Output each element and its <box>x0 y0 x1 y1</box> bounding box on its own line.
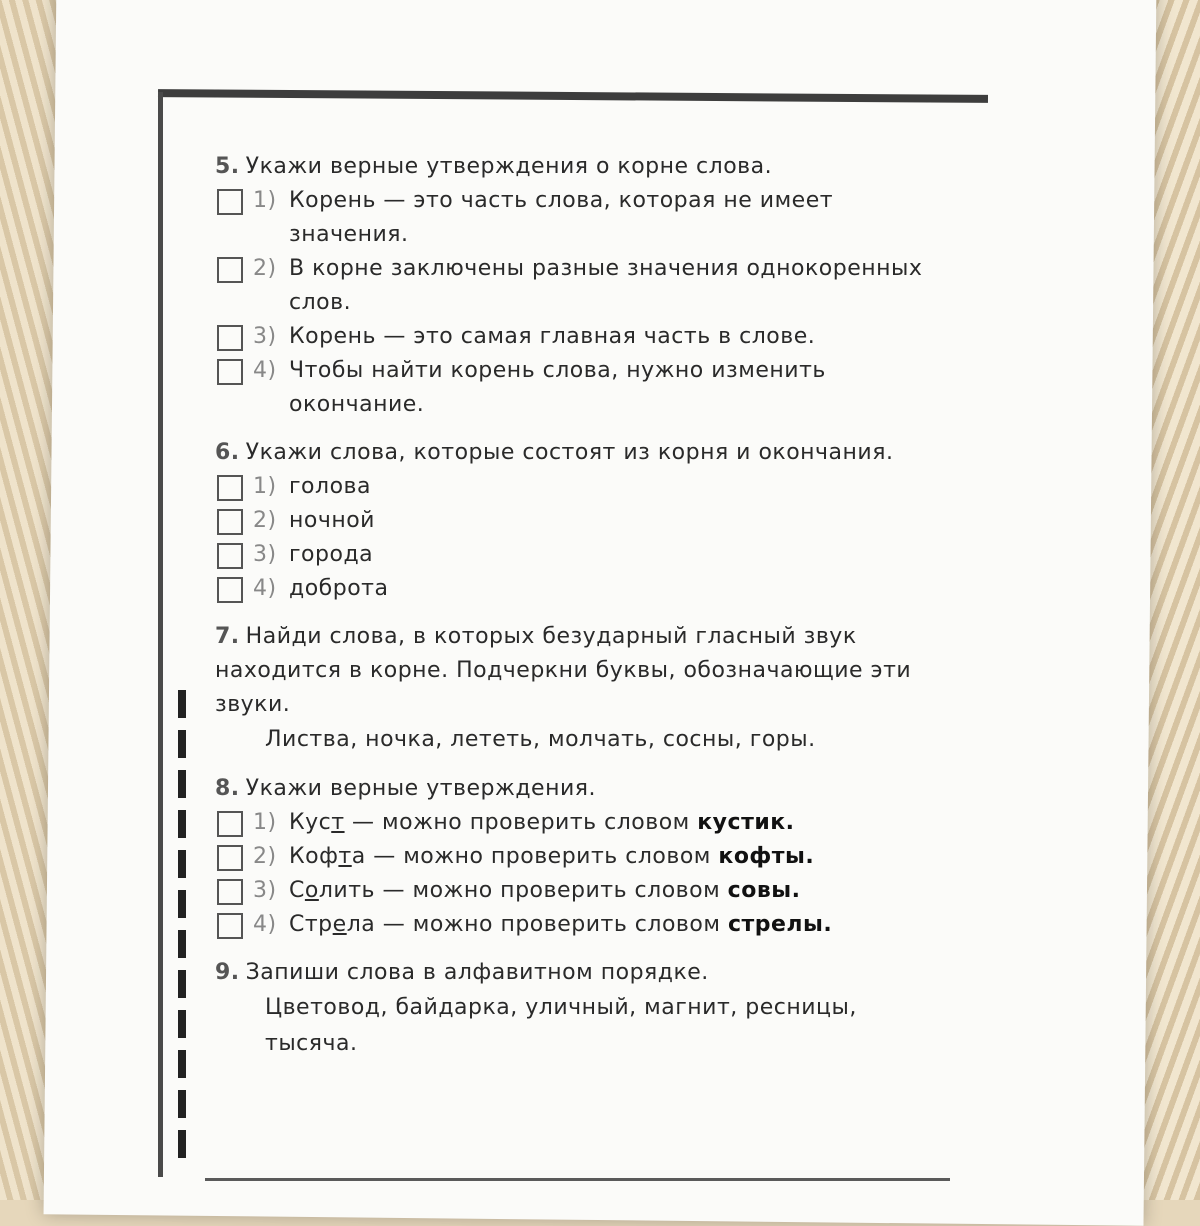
underlined-letter: о <box>304 878 319 903</box>
option-text: Корень — это самая главная часть в слове. <box>289 324 816 349</box>
checkbox[interactable] <box>217 543 243 569</box>
option-3[interactable] <box>215 874 935 908</box>
word-part: Стр <box>289 912 333 937</box>
option-4[interactable] <box>215 572 935 606</box>
option-2[interactable] <box>215 252 935 320</box>
check-word: кустик <box>697 810 786 835</box>
option-4[interactable] <box>215 908 935 942</box>
checkbox[interactable] <box>217 325 243 351</box>
question-text: Укажи верные утверждения о корне слова. <box>245 154 773 179</box>
question-text: Найди слова, в которых безударный гласный звук находится в корне. Подчеркни буквы, обозначающие эти звуки. <box>215 624 912 717</box>
question-text: Запиши слова в алфавитном порядке. <box>245 960 709 985</box>
option-number: 3) <box>253 324 277 349</box>
option-middle: — можно проверить словом <box>375 912 728 937</box>
option-number: 3) <box>253 878 277 903</box>
checkbox[interactable] <box>217 359 243 385</box>
option-text: голова <box>289 474 371 499</box>
question-text: Укажи верные утверждения. <box>245 776 596 801</box>
option-number: 4) <box>253 912 277 937</box>
option-number: 1) <box>253 474 277 499</box>
word-part: Коф <box>289 844 339 869</box>
checkbox[interactable] <box>217 189 243 215</box>
word-part: Кус <box>289 810 332 835</box>
question-number: 9. <box>215 960 240 985</box>
checkbox[interactable] <box>217 577 243 603</box>
question-5 <box>215 150 935 422</box>
question-text: Укажи слова, которые состоят из корня и окончания. <box>245 440 894 465</box>
option-text: города <box>289 542 374 567</box>
option-3[interactable] <box>215 538 935 572</box>
option-number: 4) <box>253 576 277 601</box>
option-text: В корне заключены разные значения однокоренных слов. <box>289 256 923 315</box>
option-text <box>289 806 935 840</box>
question-7 <box>215 620 935 758</box>
option-end: . <box>785 810 795 835</box>
word-list: Листва, ночка, лететь, молчать, сосны, горы. <box>265 727 816 752</box>
checkbox[interactable] <box>217 475 243 501</box>
option-number: 1) <box>253 188 277 213</box>
checkbox[interactable] <box>217 845 243 871</box>
option-1[interactable] <box>215 806 935 840</box>
option-middle: — можно проверить словом <box>365 844 719 869</box>
word-part: С <box>289 878 305 903</box>
option-1[interactable] <box>215 470 935 504</box>
option-3[interactable] <box>215 320 935 354</box>
question-9 <box>215 956 935 1062</box>
worksheet <box>215 150 935 1076</box>
question-title <box>215 436 935 470</box>
check-word: кофты <box>718 844 806 869</box>
option-text <box>289 840 935 874</box>
word-part: лить <box>318 878 375 903</box>
option-4[interactable] <box>215 354 935 422</box>
frame-left-border <box>158 92 163 1177</box>
option-number: 3) <box>253 542 277 567</box>
option-1[interactable] <box>215 184 935 252</box>
option-number: 4) <box>253 358 277 383</box>
option-text: ночной <box>289 508 375 533</box>
check-word: совы <box>727 878 792 903</box>
option-middle: — можно проверить словом <box>374 878 728 903</box>
question-6 <box>215 436 935 606</box>
option-end: . <box>823 912 833 937</box>
underlined-letter: е <box>332 912 347 937</box>
option-end: . <box>805 844 815 869</box>
option-number: 2) <box>253 256 277 281</box>
question-number: 6. <box>215 440 240 465</box>
question-number: 8. <box>215 776 240 801</box>
checkbox[interactable] <box>217 257 243 283</box>
option-number: 1) <box>253 810 277 835</box>
option-2[interactable] <box>215 504 935 538</box>
option-text <box>289 908 935 942</box>
question-title <box>215 620 935 722</box>
checkbox[interactable] <box>217 509 243 535</box>
word-part: ла <box>346 912 376 937</box>
option-text <box>289 874 935 908</box>
word-part: а <box>351 844 366 869</box>
word-list: Цветовод, байдарка, уличный, магнит, ресницы, тысяча. <box>265 995 857 1056</box>
option-middle: — можно проверить словом <box>344 810 698 835</box>
underlined-letter: т <box>338 844 352 869</box>
question-title <box>215 772 935 806</box>
question-title <box>215 150 935 184</box>
cut-line <box>178 690 186 1160</box>
option-number: 2) <box>253 844 277 869</box>
option-2[interactable] <box>215 840 935 874</box>
check-word: стрелы <box>727 912 824 937</box>
checkbox[interactable] <box>217 913 243 939</box>
option-text: доброта <box>289 576 389 601</box>
question-number: 5. <box>215 154 240 179</box>
option-number: 2) <box>253 508 277 533</box>
checkbox[interactable] <box>217 811 243 837</box>
option-text: Корень — это часть слова, которая не имеет значения. <box>289 188 834 247</box>
option-text: Чтобы найти корень слова, нужно изменить окончание. <box>289 358 826 417</box>
underlined-letter: т <box>331 810 345 835</box>
option-end: . <box>791 878 801 903</box>
checkbox[interactable] <box>217 879 243 905</box>
question-8 <box>215 772 935 942</box>
question-title <box>215 956 935 990</box>
answer-line <box>205 1178 950 1181</box>
question-number: 7. <box>215 624 240 649</box>
